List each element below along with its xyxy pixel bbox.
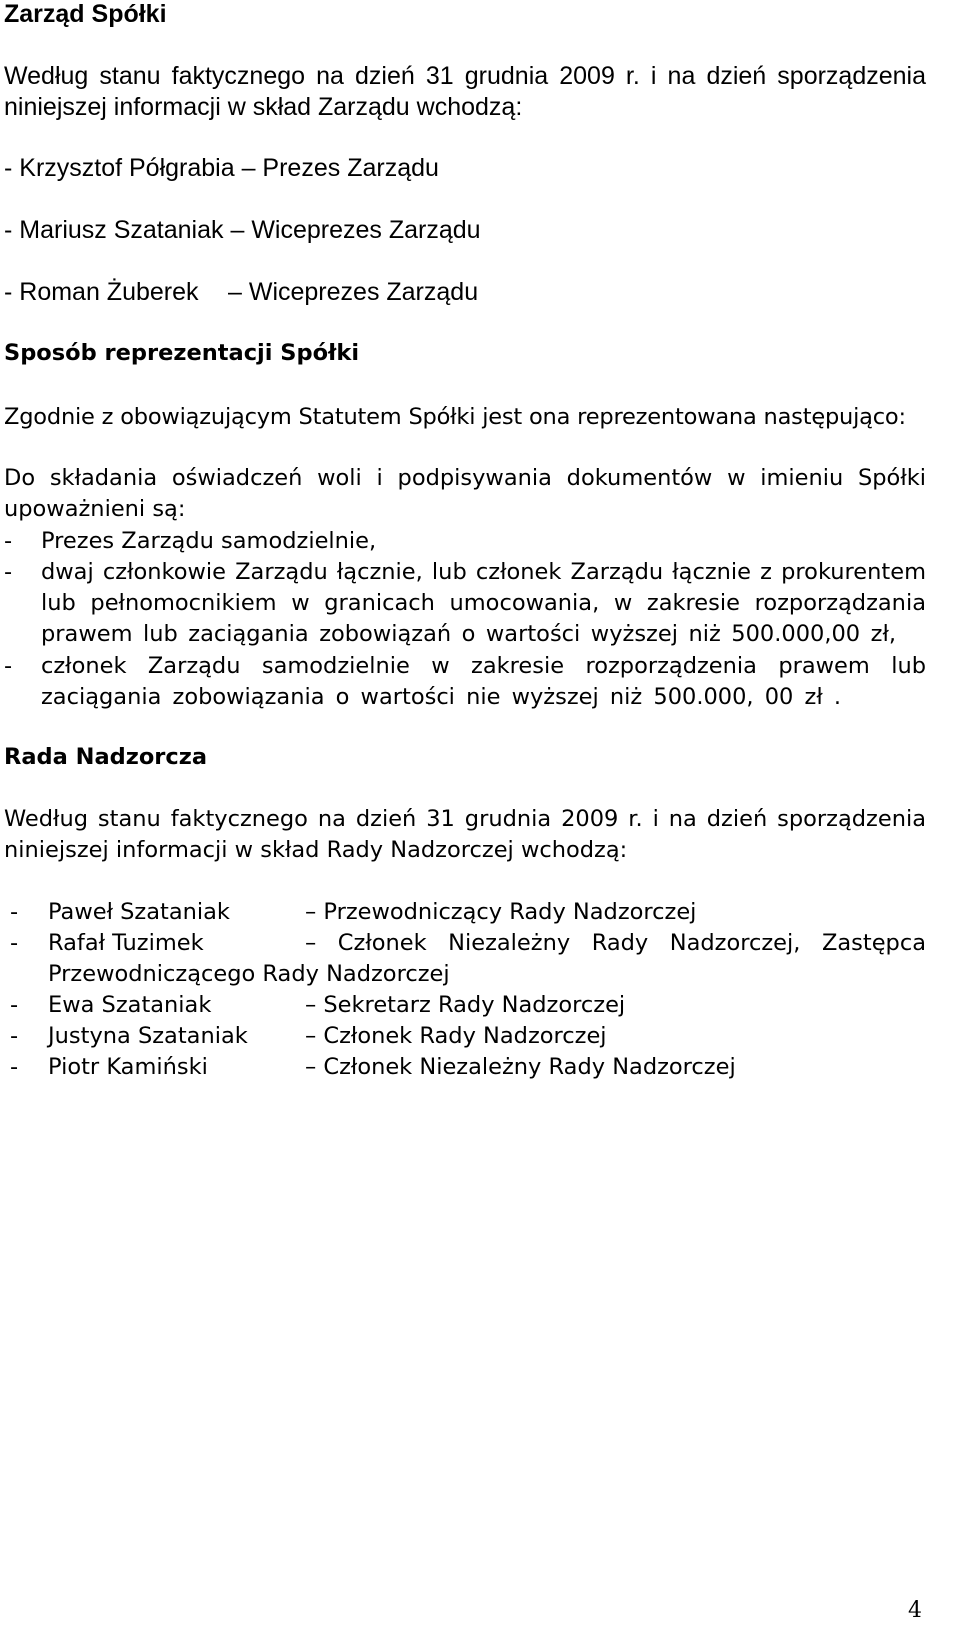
rada-member-2-role: – Członek Niezależny Rady Nadzorczej, Zastępca — [305, 930, 926, 956]
rada-member-2-dash: - — [10, 930, 19, 956]
authorization-line2: upoważnieni są: — [4, 496, 186, 522]
rada-member-4-dash: - — [10, 1023, 19, 1049]
rada-member-3-dash: - — [10, 992, 19, 1018]
zarzad-intro-line2: niniejszej informacji w skład Zarządu wchodzą: — [4, 93, 523, 121]
zarzad-member-2: - Mariusz Szataniak – Wiceprezes Zarządu — [4, 216, 481, 244]
rada-member-2-role-cont: Przewodniczącego Rady Nadzorczej — [48, 961, 450, 987]
rada-intro-line1: Według stanu faktycznego na dzień 31 grudnia 2009 r. i na dzień sporządzenia — [4, 806, 926, 832]
zarzad-member-3-role: – Wiceprezes Zarządu — [228, 278, 479, 306]
rule-2-dash: - — [4, 559, 13, 585]
statute-line: Zgodnie z obowiązującym Statutem Spółki jest ona reprezentowana następująco: — [4, 404, 906, 430]
zarzad-member-3-name: - Roman Żuberek — [4, 278, 199, 306]
rada-member-3-role: – Sekretarz Rady Nadzorczej — [305, 992, 626, 1018]
rada-member-5-name: Piotr Kamiński — [48, 1054, 208, 1080]
zarzad-intro-line1: Według stanu faktycznego na dzień 31 grudnia 2009 r. i na dzień sporządzenia — [4, 62, 926, 90]
rada-member-1-dash: - — [10, 899, 19, 925]
rule-3-line1: członek Zarządu samodzielnie w zakresie rozporządzenia prawem lub — [41, 653, 926, 679]
zarzad-member-1: - Krzysztof Półgrabia – Prezes Zarządu — [4, 154, 439, 182]
authorization-line1: Do składania oświadczeń woli i podpisywania dokumentów w imieniu Spółki — [4, 465, 926, 491]
rada-member-5-role: – Członek Niezależny Rady Nadzorczej — [305, 1054, 736, 1080]
page-number: 4 — [908, 1598, 922, 1623]
rule-1-line1: Prezes Zarządu samodzielnie, — [41, 528, 377, 554]
rule-3-line2: zaciągania zobowiązania o wartości nie wyższej niż 500.000, 00 zł . — [41, 684, 842, 710]
rada-member-3-name: Ewa Szataniak — [48, 992, 212, 1018]
rada-member-5-dash: - — [10, 1054, 19, 1080]
section-heading-zarzad: Zarząd Spółki — [4, 0, 167, 28]
rada-member-1-role: – Przewodniczący Rady Nadzorczej — [305, 899, 697, 925]
rule-2-line3: prawem lub zaciągania zobowiązań o wartości wyższej niż 500.000,00 zł, — [41, 621, 896, 647]
section-heading-reprezentacja: Sposób reprezentacji Spółki — [4, 340, 360, 366]
section-heading-rada: Rada Nadzorcza — [4, 744, 208, 770]
rule-1-dash: - — [4, 528, 13, 554]
rada-intro-line2: niniejszej informacji w skład Rady Nadzorczej wchodzą: — [4, 837, 628, 863]
rule-2-line1: dwaj członkowie Zarządu łącznie, lub członek Zarządu łącznie z prokurentem — [41, 559, 926, 585]
rule-2-line2: lub pełnomocnikiem w granicach umocowania, w zakresie rozporządzania — [41, 590, 926, 616]
rule-3-dash: - — [4, 653, 13, 679]
rada-member-4-role: – Członek Rady Nadzorczej — [305, 1023, 607, 1049]
rada-member-1-name: Paweł Szataniak — [48, 899, 230, 925]
rada-member-4-name: Justyna Szataniak — [48, 1023, 248, 1049]
rada-member-2-name: Rafał Tuzimek — [48, 930, 204, 956]
